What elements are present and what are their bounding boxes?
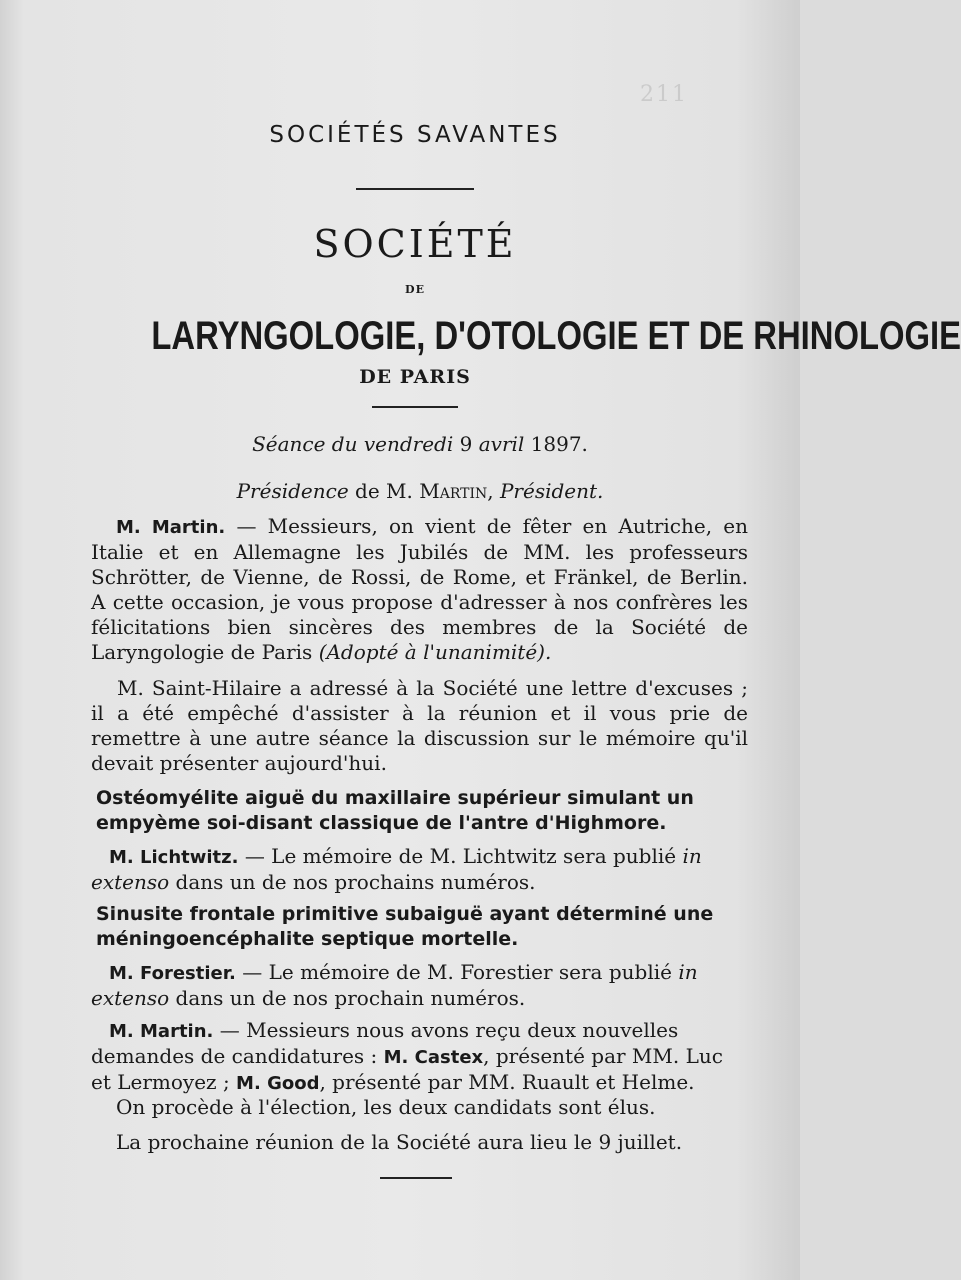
session-line: [0, 432, 840, 456]
paragraph-text: — Messieurs nous avons reçu deux nouvelles demandes de candidatures :: [91, 1018, 679, 1068]
paragraph-forestier: [91, 960, 748, 1011]
speaker-name: M. Forestier.: [109, 963, 236, 984]
paragraph-martin-jubilees: [91, 514, 748, 665]
society-city: DE PARIS: [359, 366, 471, 388]
society-name: LARYNGOLOGIE, D'OTOLOGIE ET DE RHINOLOGIE: [151, 314, 961, 358]
bleed-through-page-number: 211: [640, 82, 688, 107]
session-label: Séance du vendredi: [252, 432, 454, 456]
divider-rule: [372, 406, 458, 408]
paragraph-italic: in extenso: [91, 960, 698, 1010]
speaker-name: M. Martin.: [116, 517, 226, 538]
president-name: Martin: [419, 479, 488, 503]
section-header: SOCIÉTÉS SAVANTES: [269, 122, 561, 148]
paragraph-italic: (Adopté à l'unanimité).: [318, 640, 552, 664]
society-de: DE: [405, 283, 425, 296]
candidate-name: M. Good: [236, 1073, 320, 1094]
paragraph-text: — Messieurs, on vient de fêter en Autriche, en Italie et en Allemagne les Jubilés de MM. les professeurs Schrötter, de Vienne, de Rossi, de Rome, et Fränkel, de Berlin. A cette occasion, je vous propose d'adresser à nos confrères les félicitations bien sincères des membres de la Société de Laryngologie de Paris: [91, 514, 748, 664]
paragraph-text: — Le mémoire de M. Forestier sera publié: [235, 960, 679, 984]
paragraph-text: — Le mémoire de M. Lichtwitz sera publié: [238, 844, 683, 868]
paragraph-lichtwitz: [91, 844, 748, 895]
paragraph-martin-candidatures: [91, 1018, 748, 1096]
section-heading-sinusite: Sinusite frontale primitive subaiguë ayant déterminé une méningoencéphalite septique mortelle.: [96, 903, 714, 950]
section-heading-osteomyelite: Ostéomyélite aiguë du maxillaire supérieur simulant un empyème soi-disant classique de l'antre d'Highmore.: [96, 787, 694, 834]
candidate-name: M. Castex: [383, 1047, 484, 1068]
presidency-de: de M.: [355, 479, 413, 503]
society-title: SOCIÉTÉ: [313, 222, 517, 266]
paragraph-text-tail: dans un de nos prochain numéros.: [169, 986, 526, 1010]
paragraph-text-tail: dans un de nos prochains numéros.: [169, 870, 536, 894]
divider-rule: [356, 188, 474, 190]
paragraph-next-meeting: La prochaine réunion de la Société aura lieu le 9 juillet.: [116, 1130, 683, 1154]
speaker-name: M. Lichtwitz.: [109, 847, 239, 868]
paragraph-text: , présenté par MM. Luc et Lermoyez ;: [91, 1044, 723, 1094]
paragraph-saint-hilaire: M. Saint-Hilaire a adressé à la Société une lettre d'excuses ; il a été empêché d'assister à la réunion et il vous prie de remettre à une autre séance la discussion sur le mémoire qu'il devait présenter aujourd'hui.: [91, 676, 748, 775]
presidency-line: Présidence de M. Martin, Président.: [236, 479, 604, 503]
paragraph-text-tail: , présenté par MM. Ruault et Helme.: [319, 1070, 695, 1094]
speaker-name: M. Martin.: [109, 1021, 214, 1042]
session-year: 1897.: [530, 432, 588, 456]
paragraph-election: On procède à l'élection, les deux candidats sont élus.: [116, 1095, 656, 1119]
president-title: Président.: [499, 479, 604, 503]
session-month: avril: [478, 432, 525, 456]
session-day: 9: [459, 432, 473, 456]
divider-rule: [380, 1177, 452, 1179]
paragraph-italic: in extenso: [91, 844, 702, 894]
presidency-label: Présidence: [236, 479, 349, 503]
